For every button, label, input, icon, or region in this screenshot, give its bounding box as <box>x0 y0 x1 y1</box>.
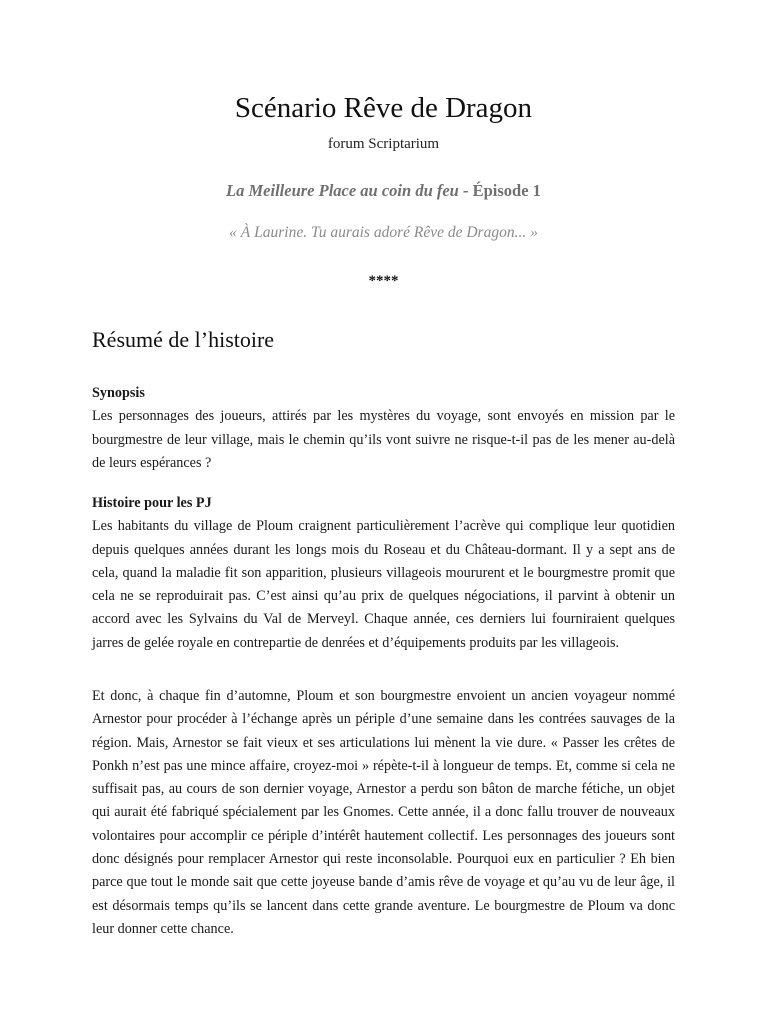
synopsis-text: Les personnages des joueurs, attirés par les mystères du voyage, sont envoyés en mission par le bourgmestre de leur village, mais le chemin qu’ils vont suivre ne risque-t-il pas de les mener au-delà de leurs espérances ? <box>92 408 675 471</box>
synopsis-block <box>92 382 675 475</box>
dedication: « À Laurine. Tu aurais adoré Rêve de Dragon... » <box>229 224 538 241</box>
section-heading: Résumé de l’histoire <box>92 327 275 352</box>
episode-title: La Meilleure Place au coin du feu <box>226 181 459 200</box>
document-subtitle: forum Scriptarium <box>327 136 440 152</box>
histoire-paragraph-1: Les habitants du village de Ploum craignent particulièrement l’acrève qui complique leur quotidien depuis quelques années durant les longs mois du Roseau et du Château-dormant. Il y a sept ans de cela, quand la maladie fit son apparition, plusieurs villageois moururent et le bourgmestre promit que cela ne se reproduirait pas. C’est ainsi qu’au prix de quelques négociations, il parvint à obtenir un accord avec les Sylvains du Val de Merveyl. Chaque année, ces derniers lui fourniraient quelques jarres de gelée royale en contrepartie de denrées et d’équipements produits par les villageois. <box>92 518 675 651</box>
histoire-block <box>92 492 675 655</box>
episode-line <box>92 178 675 204</box>
histoire-paragraph-2: Et donc, à chaque fin d’automne, Ploum et son bourgmestre envoient un ancien voyageur nommé Arnestor pour procéder à l’échange après un périple d’une semaine dans les contrées sauvages de la région. Mais, Arnestor se fait vieux et ses articulations lui mènent la vie dure. « Passer les crêtes de Ponkh n’est pas une mince affaire, croyez-moi » répète-t-il à longueur de temps. Et, comme si cela ne suffisait pas, au cours de son dernier voyage, Arnestor a perdu son bâton de marche fétiche, un objet qui aurait été fabriqué spécialement par les Gnomes. Cette année, il a donc fallu trouver de nouveaux volontaires pour accomplir ce périple d’intérêt hautement collectif. Les personnages des joueurs sont donc désignés pour remplacer Arnestor qui reste inconsolable. Pourquoi eux en particulier ? Eh bien parce que tout le monde sait que cette joyeuse bande d’amis rêve de voyage et qu’au vu de leur âge, il est désormais temps qu’ils se lancent dans cette grande aventure. Le bourgmestre de Ploum va donc leur donner cette chance. <box>92 688 675 937</box>
histoire-heading: Histoire pour les PJ <box>92 495 212 511</box>
histoire-paragraph-2-block <box>92 685 675 941</box>
document-title: Scénario Rêve de Dragon <box>234 92 533 124</box>
episode-separator: - <box>458 181 473 200</box>
episode-number: Épisode 1 <box>472 181 541 200</box>
section-separator: **** <box>368 273 399 289</box>
synopsis-heading: Synopsis <box>92 385 145 401</box>
